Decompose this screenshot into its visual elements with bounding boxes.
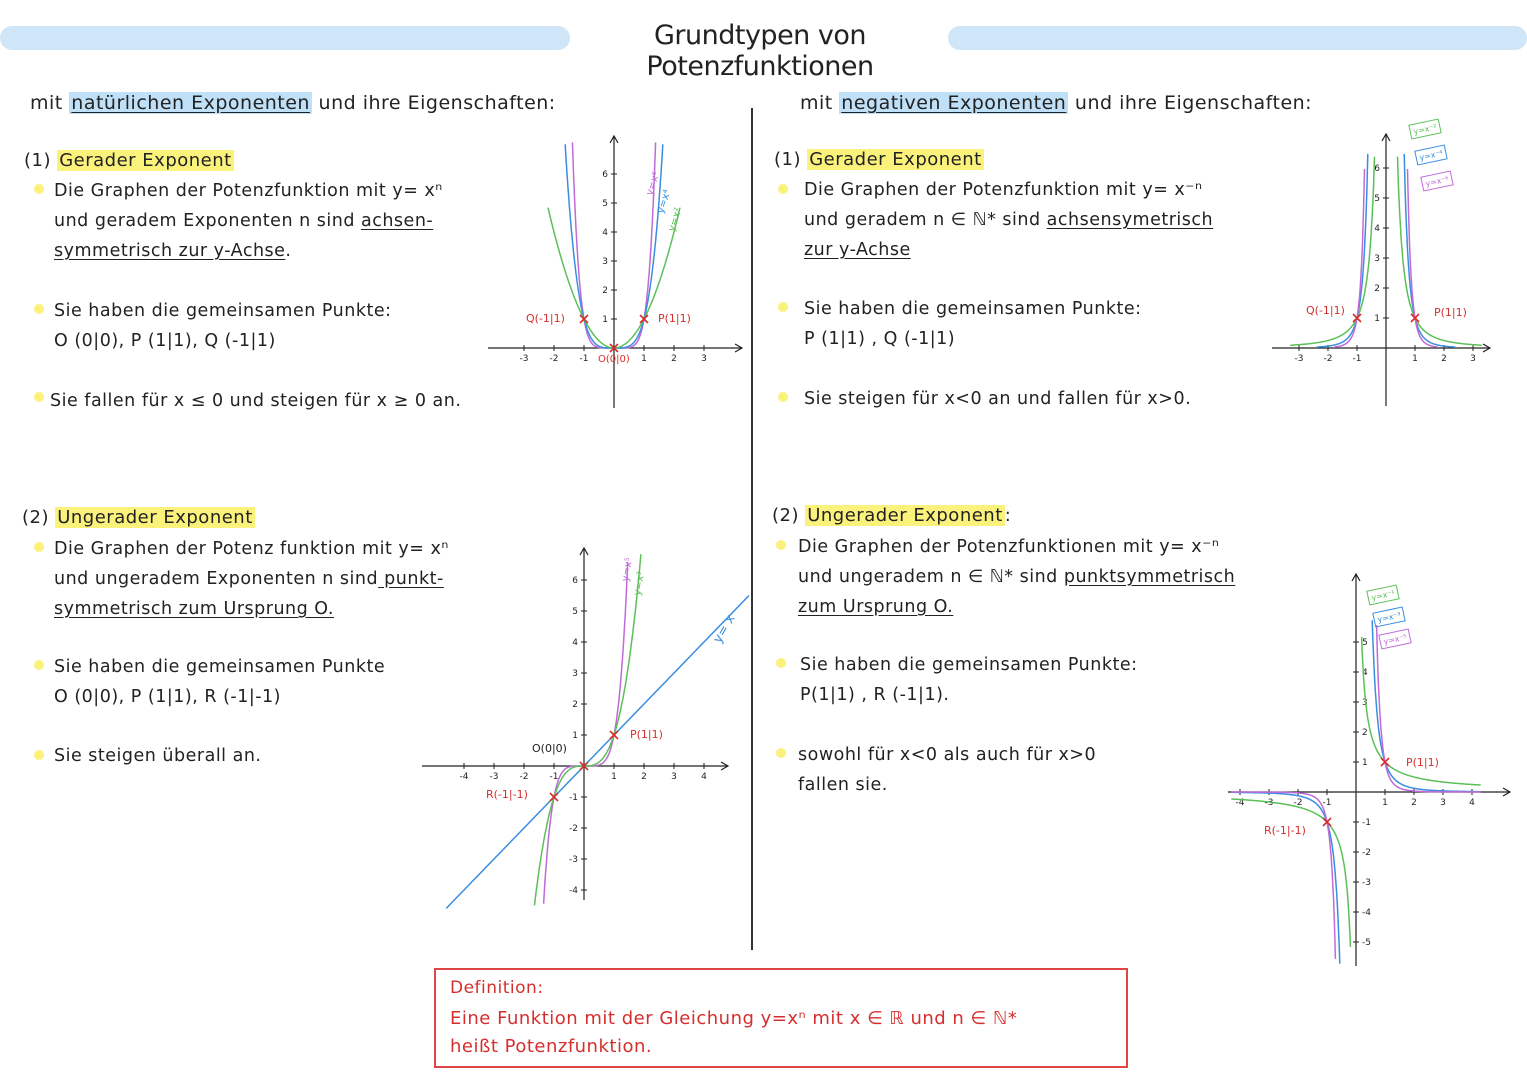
graph-odd-negative-svg	[1228, 570, 1518, 970]
x-tick-label: 3	[701, 354, 707, 364]
curve-label: y=x⁴	[655, 188, 674, 215]
x-tick-label: -2	[519, 772, 529, 782]
curve-label: y= x	[710, 612, 739, 646]
x-tick-label: 2	[1411, 798, 1417, 808]
x-tick-label: -1	[579, 354, 589, 364]
bullet	[34, 542, 44, 552]
curve-label: y=x⁶	[644, 170, 663, 197]
y-tick-label: -1	[1362, 818, 1371, 828]
y-tick-label: 4	[602, 228, 608, 238]
curve-label: y=x⁻¹	[1370, 588, 1396, 603]
x-tick-label: 3	[1470, 354, 1476, 364]
y-tick-label: 3	[572, 669, 578, 679]
graph-odd-negative	[1228, 570, 1518, 974]
left-intro: mit natürlichen Exponenten und ihre Eigenschaften:	[30, 92, 556, 114]
left-intro-highlight: natürlichen Exponenten	[71, 92, 310, 114]
bullet	[34, 392, 44, 402]
bullet	[34, 660, 44, 670]
definition-line-1: Eine Funktion mit der Gleichung y=xⁿ mit x ∈ ℝ und n ∈ ℕ*	[450, 1008, 1018, 1029]
y-tick-label: -2	[1362, 848, 1371, 858]
x-tick-label: 3	[671, 772, 677, 782]
y-tick-label: 1	[572, 731, 578, 741]
right-intro-highlight: negativen Exponenten	[841, 92, 1067, 114]
y-tick-label: 3	[602, 257, 608, 267]
label-p: P(1|1)	[630, 728, 663, 741]
bullet	[778, 302, 788, 312]
y-tick-label: 2	[1374, 284, 1380, 294]
curve-label: y=x²	[666, 206, 685, 233]
curve-label: y=x⁻⁴	[1418, 148, 1444, 163]
label-q: Q(-1|1)	[1306, 304, 1345, 317]
definition-label: Definition:	[450, 978, 544, 998]
y-tick-label: 5	[1362, 638, 1368, 648]
y-tick-label: 4	[1362, 668, 1368, 678]
y-tick-label: 4	[572, 638, 578, 648]
x-tick-label: -2	[549, 354, 559, 364]
y-tick-label: 3	[1362, 698, 1368, 708]
x-tick-label: -3	[1294, 354, 1304, 364]
x-tick-label: 1	[641, 354, 647, 364]
y-tick-label: 2	[572, 700, 578, 710]
label-r: R(-1|-1)	[1264, 824, 1306, 837]
x-tick-label: 1	[611, 772, 617, 782]
definition-box	[434, 968, 1128, 1068]
y-tick-label: -3	[1362, 878, 1371, 888]
x-tick-label: 1	[1382, 798, 1388, 808]
x-tick-label: -2	[1323, 354, 1333, 364]
x-tick-label: 4	[701, 772, 707, 782]
y-tick-label: 5	[602, 199, 608, 209]
y-tick-label: -4	[1362, 908, 1371, 918]
right-sec2-points: Sie haben die gemeinsamen Punkte: P(1|1) , R (-1|1).	[800, 655, 1138, 705]
bullet	[778, 184, 788, 194]
label-o: O(0|0)	[532, 742, 567, 755]
bullet	[776, 658, 786, 668]
graph-even-negative	[1268, 120, 1498, 414]
curve--5	[1231, 792, 1335, 959]
y-tick-label: -4	[569, 886, 578, 896]
column-divider	[751, 108, 753, 950]
y-tick-label: 6	[1374, 164, 1380, 174]
x-tick-label: -3	[489, 772, 499, 782]
curve-label: y=x⁻⁵	[1382, 632, 1408, 647]
graph-even-natural	[488, 130, 748, 414]
y-tick-label: -3	[569, 855, 578, 865]
y-tick-label: 5	[1374, 194, 1380, 204]
y-tick-label: -5	[1362, 938, 1371, 948]
bullet	[34, 304, 44, 314]
curve-label: y=x⁵	[620, 556, 636, 583]
y-tick-label: 2	[602, 286, 608, 296]
label-p: P(1|1)	[1434, 306, 1467, 319]
label-o: O(0|0)	[598, 354, 630, 365]
left-sec2-heading: (2) Ungerader Exponent	[22, 507, 253, 528]
curve-label: y=x⁻²	[1412, 122, 1438, 137]
bullet	[34, 184, 44, 194]
curve-label: y=x⁻³	[1376, 610, 1402, 625]
right-intro: mit negativen Exponenten und ihre Eigenschaften:	[800, 92, 1313, 114]
x-tick-label: -3	[519, 354, 529, 364]
curve--4	[1317, 154, 1368, 347]
label-q: Q(-1|1)	[526, 312, 565, 325]
y-tick-label: 4	[1374, 224, 1380, 234]
definition-line-2: heißt Potenzfunktion.	[450, 1036, 653, 1057]
y-tick-label: 2	[1362, 728, 1368, 738]
right-sec2-heading: (2) Ungerader Exponent :	[772, 505, 1012, 526]
bullet	[776, 748, 786, 758]
y-tick-label: -1	[569, 793, 578, 803]
right-sec2-monotony: sowohl für x<0 als auch für x>0 fallen sie.	[798, 745, 1097, 795]
right-sec1-monotony: Sie steigen für x<0 an und fallen für x>0.	[804, 389, 1192, 409]
left-sec2-monotony: Sie steigen überall an.	[54, 746, 262, 766]
curve-label: y=x³	[632, 570, 648, 597]
left-sec1-text: Die Graphen der Potenzfunktion mit y= xⁿ und geradem Exponenten n sind achsen- symmetrisch zur y-Achse.	[54, 181, 443, 261]
y-tick-label: 6	[602, 170, 608, 180]
graph-odd-natural-svg	[420, 540, 750, 940]
y-tick-label: 1	[602, 315, 608, 325]
x-tick-label: -4	[1235, 798, 1245, 808]
left-sec1-heading: (1) Gerader Exponent	[24, 150, 232, 171]
label-r: R(-1|-1)	[486, 788, 528, 801]
right-sec1-heading: (1) Gerader Exponent	[774, 149, 982, 170]
title-bar-right	[948, 26, 1527, 50]
x-tick-label: -2	[1293, 798, 1303, 808]
title-bar-left	[0, 26, 570, 50]
bullet	[776, 540, 786, 550]
left-sec2-points: Sie haben die gemeinsamen Punkte O (0|0), P (1|1), R (-1|-1)	[54, 657, 386, 707]
x-tick-label: -1	[1352, 354, 1362, 364]
x-tick-label: 2	[641, 772, 647, 782]
y-tick-label: 6	[572, 576, 578, 586]
x-tick-label: -1	[1322, 798, 1332, 808]
x-tick-label: 3	[1440, 798, 1446, 808]
bullet	[778, 392, 788, 402]
label-p: P(1|1)	[658, 312, 691, 325]
curve-1	[446, 596, 749, 909]
page-title: Grundtypen von Potenzfunktionen	[646, 20, 874, 82]
bullet	[34, 750, 44, 760]
y-tick-label: 5	[572, 607, 578, 617]
y-tick-label: 1	[1362, 758, 1368, 768]
left-sec2-text: Die Graphen der Potenz funktion mit y= xⁿ und ungeradem Exponenten n sind punkt- symmetrisch zum Ursprung O.	[54, 539, 449, 619]
left-sec1-monotony: Sie fallen für x ≤ 0 und steigen für x ≥ 0 an.	[50, 391, 462, 411]
graph-even-natural-svg	[488, 130, 748, 410]
x-tick-label: 2	[1441, 354, 1447, 364]
graph-odd-natural	[420, 540, 750, 944]
curve-label: y=x⁻⁶	[1424, 174, 1450, 189]
x-tick-label: 2	[671, 354, 677, 364]
x-tick-label: -3	[1264, 798, 1274, 808]
x-tick-label: -1	[549, 772, 559, 782]
right-sec1-points: Sie haben die gemeinsamen Punkte: P (1|1) , Q (-1|1)	[804, 299, 1142, 349]
right-sec2-text: Die Graphen der Potenzfunktionen mit y= x⁻ⁿ und ungeradem n ∈ ℕ* sind punktsymmetrisch zum Ursprung O.	[798, 537, 1236, 617]
x-tick-label: -4	[459, 772, 469, 782]
y-tick-label: 1	[1374, 314, 1380, 324]
y-tick-label: 3	[1374, 254, 1380, 264]
graph-even-negative-svg	[1268, 120, 1498, 410]
x-tick-label: 4	[1469, 798, 1475, 808]
x-tick-label: 1	[1412, 354, 1418, 364]
left-sec1-points: Sie haben die gemeinsamen Punkte: O (0|0), P (1|1), Q (-1|1)	[54, 301, 392, 351]
y-tick-label: -2	[569, 824, 578, 834]
right-sec1-text: Die Graphen der Potenzfunktion mit y= x⁻ⁿ und geradem n ∈ ℕ* sind achsensymetrisch zur y-Achse	[804, 180, 1214, 260]
label-p: P(1|1)	[1406, 756, 1439, 769]
